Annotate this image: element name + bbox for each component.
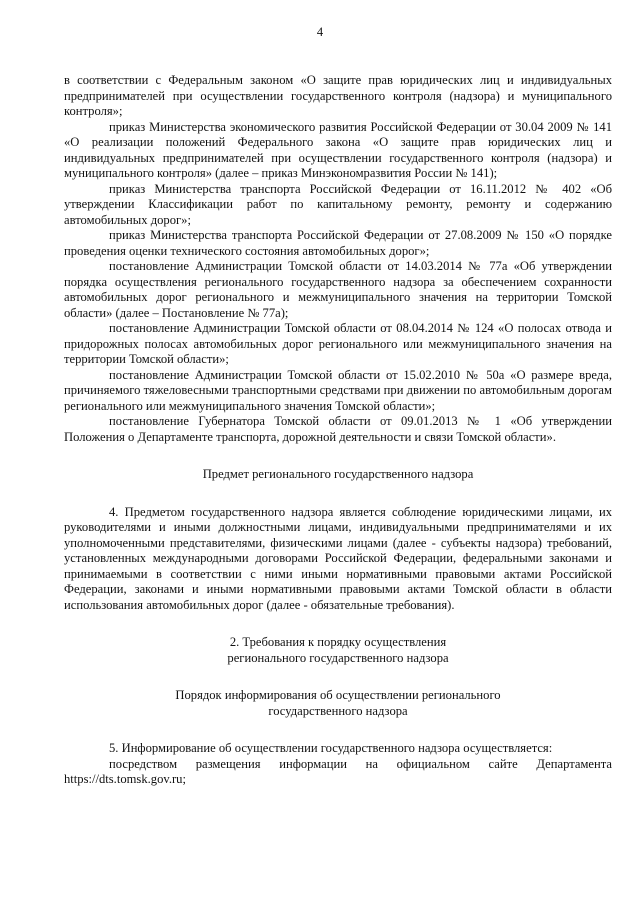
- paragraph-5: 5. Информирование об осуществлении государственного надзора осуществляется:: [109, 741, 553, 755]
- document-body: [64, 73, 612, 788]
- paragraph-resolution-50a: постановление Администрации Томской области от 15.02.2010 № 50а «О размере вреда, причиняемого тяжеловесными транспортными средствами при движении по автомобильным дорогам регионального или межмуниципального значения Томской области»;: [64, 367, 612, 413]
- paragraph-resolution-124: постановление Администрации Томской области от 08.04.2014 № 124 «О полосах отвода и придорожных полосах автомобильных дорог регионального или межмуниципального значения на территории Томской области»;: [64, 321, 612, 366]
- heading-informing-line-2: государственного надзора: [268, 703, 408, 718]
- page-number: 4: [316, 25, 324, 39]
- paragraph-federal-law: в соответствии с Федеральным законом «О защите прав юридических лиц и индивидуальных предпринимателей при осуществлении государственного контроля (надзора) и муниципального контроля»;: [64, 73, 612, 118]
- heading-section-2-line-1: 2. Требования к порядку осуществления: [229, 635, 447, 649]
- heading-informing-line-1: Порядок информирования об осуществлении регионального: [175, 688, 501, 702]
- paragraph-governor-resolution-1: постановление Губернатора Томской области от 09.01.2013 № 1 «Об утверждении Положения о Департаменте транспорта, дорожной деятельности и связи Томской области».: [64, 414, 612, 444]
- paragraph-4: 4. Предметом государственного надзора является соблюдение юридическими лицами, их руководителями и иными должностными лицами, индивидуальными предпринимателями и их уполномоченными представителями, физическими лицами (далее - субъекты надзора) требований, установленных международными договорами Российской Федерации, федеральными законами и принимаемыми в соответствии с ними иными нормативными правовыми актами Российской Федерации, законами и иными нормативными правовыми актами Томской области в области использования автомобильных дорог (далее - обязательные требования).: [64, 504, 612, 612]
- heading-subject-of-supervision: Предмет регионального государственного надзора: [202, 467, 474, 481]
- heading-section-2-line-2: регионального государственного надзора: [227, 650, 449, 665]
- paragraph-5-item: посредством размещения информации на официальном сайте Департамента https://dts.tomsk.gov.ru;: [64, 756, 612, 786]
- paragraph-order-402: приказ Министерства транспорта Российской Федерации от 16.11.2012 № 402 «Об утверждении Классификации работ по капитальному ремонту, ремонту и содержанию автомобильных дорог»;: [64, 181, 612, 227]
- paragraph-resolution-77a: постановление Администрации Томской области от 14.03.2014 № 77а «Об утверждении порядка осуществления регионального государственного надзора за обеспечением сохранности автомобильных дорог регионального и межмуниципального значения на территории Томской области» (далее – Постановление № 77а);: [64, 259, 612, 320]
- paragraph-order-141: приказ Министерства экономического развития Российской Федерации от 30.04 2009 № 141 «О реализации положений Федерального закона «О защите прав юридических лиц и индивидуальных предпринимателей при осуществлении государственного контроля (надзора) и муниципального контроля» (далее – приказ Минэкономразвития России № 141);: [64, 119, 612, 180]
- paragraph-order-150: приказ Министерства транспорта Российской Федерации от 27.08.2009 № 150 «О порядке проведения оценки технического состояния автомобильных дорог»;: [64, 228, 612, 258]
